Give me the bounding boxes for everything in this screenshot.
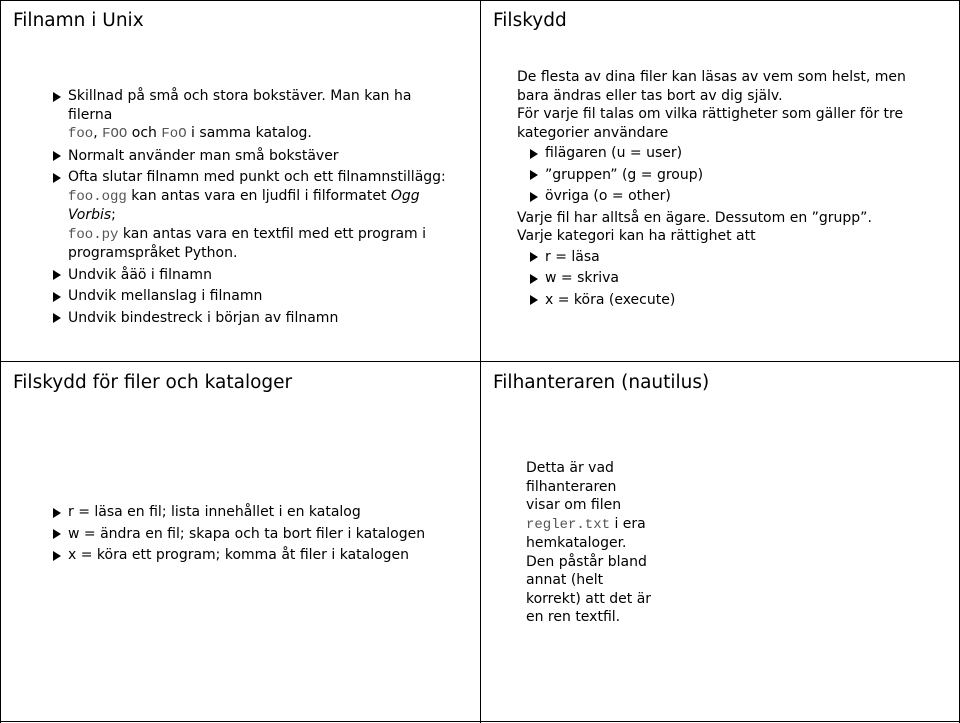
slide1-bullet-lowercase: Normalt använder man små bokstäver	[53, 147, 453, 166]
divider-left	[0, 0, 1, 723]
user-category-other: övriga (o = other)	[530, 187, 907, 206]
slide2-title: Filskydd	[493, 10, 567, 31]
slide3-title: Filskydd för filer och kataloger	[13, 372, 293, 393]
user-category-group: ”gruppen” (g = group)	[530, 166, 907, 185]
slide2-paragraph-1: De flesta av dina filer kan läsas av vem som helst, men bara ändras eller tas bort av dig själv.	[517, 69, 906, 104]
slide2-users-list	[530, 144, 907, 206]
slide2-rights-list	[530, 248, 907, 310]
right-read: r = läsa	[530, 248, 907, 267]
perm-read: r = läsa en fil; lista innehållet i en katalog	[53, 503, 453, 522]
slide4-body: Detta är vad filhanteraren visar om filen regler.txt i era hemkataloger. Den påstår bland annat (helt korrekt) att det är en ren textfil.	[526, 460, 652, 625]
slide2-paragraph-3: Varje fil har alltså en ägare. Dessutom en ”grupp”.	[517, 209, 872, 226]
slide2-paragraph-4: Varje kategori kan ha rättighet att	[517, 228, 756, 244]
perm-execute: x = köra ett program; komma åt filer i katalogen	[53, 546, 453, 565]
slide3-list	[53, 503, 453, 565]
divider-center	[480, 0, 481, 723]
perm-write: w = ändra en fil; skapa och ta bort filer i katalogen	[53, 525, 453, 544]
slide1-bullet-aao: Undvik åäö i filnamn	[53, 266, 453, 285]
slide1-bullet-dash: Undvik bindestreck i början av filnamn	[53, 309, 453, 328]
user-category-owner: filägaren (u = user)	[530, 144, 907, 163]
slide1-bullet-spaces: Undvik mellanslag i filnamn	[53, 287, 453, 306]
slide2-paragraph-2: För varje fil talas om vilka rättigheter som gäller för tre kategorier användare	[517, 106, 904, 141]
slide2-body	[517, 68, 907, 309]
slide1-bullet-case: Skillnad på små och stora bokstäver. Man kan ha filerna foo, FOO och FoO i samma katalog.	[53, 87, 453, 144]
slide1-list	[53, 87, 453, 327]
right-write: w = skriva	[530, 269, 907, 288]
slide4-title: Filhanteraren (nautilus)	[493, 372, 710, 393]
slide1-title: Filnamn i Unix	[13, 10, 144, 31]
right-execute: x = köra (execute)	[530, 291, 907, 310]
slide1-bullet-extension: Ofta slutar filnamn med punkt och ett filnamnstillägg: foo.ogg kan antas vara en ljudfil i filformatet Ogg Vorbis; foo.py kan antas vara en textfil med ett program i programspråket Python.	[53, 168, 453, 263]
